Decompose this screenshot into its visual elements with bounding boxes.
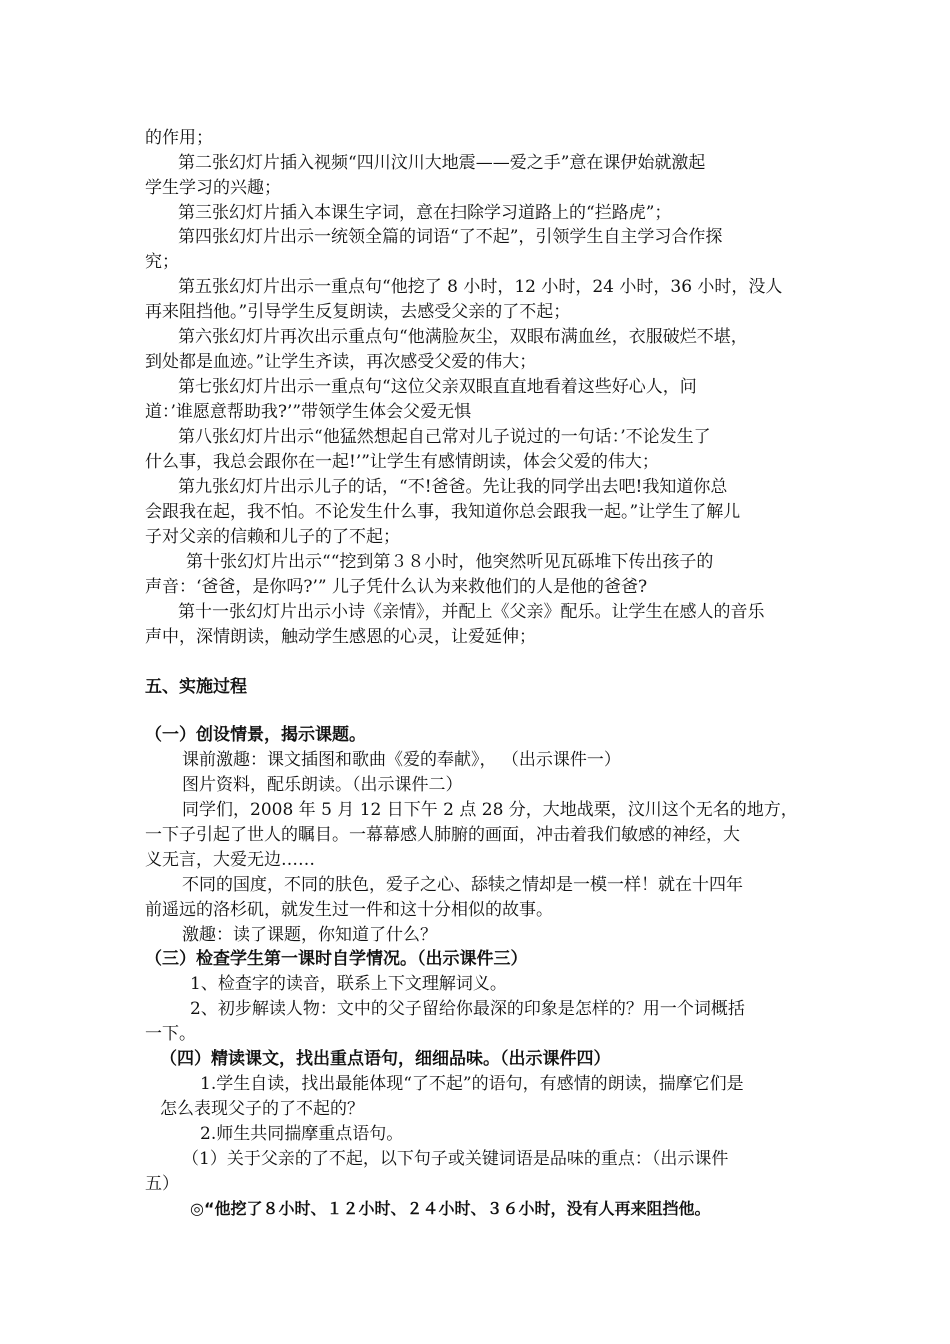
text-line: 1.学生自读，找出最能体现“了不起”的语句，有感情的朗读，揣摩它们是 bbox=[200, 1074, 744, 1094]
text-line: 一下子引起了世人的瞩目。一幕幕感人肺腑的画面，冲击着我们敏感的神经，大 bbox=[145, 825, 740, 845]
text-line: 怎么表现父子的了不起的？ bbox=[160, 1099, 364, 1119]
text-line: 究； bbox=[145, 252, 179, 272]
section-heading: 五、实施过程 bbox=[145, 677, 247, 697]
text-line: 第十一张幻灯片出示小诗《亲情》，并配上《父亲》配乐。让学生在感人的音乐 bbox=[178, 602, 765, 622]
text-line: 声音：‘爸爸，是你吗?’” 儿子凭什么认为来救他们的人是他的爸爸? bbox=[145, 577, 648, 597]
subsection-heading: （四）精读课文，找出重点语句，细细品味。（出示课件四） bbox=[160, 1049, 611, 1069]
text-line: 第三张幻灯片插入本课生字词，意在扫除学习道路上的“拦路虎”； bbox=[178, 203, 672, 223]
subsection-heading: （三）检查学生第一课时自学情况。（出示课件三） bbox=[145, 949, 528, 969]
text-line: 第九张幻灯片出示儿子的话，“不!爸爸。先让我的同学出去吧!我知道你总 bbox=[178, 477, 728, 497]
text-line: 第十张幻灯片出示““挖到第３８小时，他突然听见瓦砾堆下传出孩子的 bbox=[186, 552, 714, 572]
text-line: 2、初步解读人物：文中的父子留给你最深的印象是怎样的？用一个词概括 bbox=[190, 999, 745, 1019]
text-line: 第二张幻灯片插入视频“四川汶川大地震——爱之手”意在课伊始就激起 bbox=[178, 153, 706, 173]
text-line: 子对父亲的信赖和儿子的了不起； bbox=[145, 527, 400, 547]
text-line: 激趣：读了课题，你知道了什么？ bbox=[182, 925, 437, 945]
text-line: 的作用； bbox=[145, 128, 213, 148]
text-line: 道：’谁愿意帮助我?’”带领学生体会父爱无惧 bbox=[145, 402, 472, 422]
text-line: 第七张幻灯片出示一重点句“这位父亲双眼直直地看着这些好心人，问 bbox=[178, 377, 697, 397]
text-line: 课前激趣：课文插图和歌曲《爱的奉献》， （出示课件一） bbox=[182, 750, 621, 770]
text-line: 第五张幻灯片出示一重点句“他挖了 8 小时，12 小时，24 小时，36 小时，没人 bbox=[178, 277, 783, 297]
subsection-heading: （一）创设情景，揭示课题。 bbox=[145, 725, 366, 745]
text-line: 会跟我在起，我不怕。不论发生什么事，我知道你总会跟我一起。”让学生了解儿 bbox=[145, 502, 741, 522]
text-line: 第四张幻灯片出示一统领全篇的词语“了不起”，引领学生自主学习合作探 bbox=[178, 227, 723, 247]
text-line: （1）关于父亲的了不起，以下句子或关键词语是品味的重点：（出示课件 bbox=[182, 1149, 729, 1169]
text-line: 再来阻挡他。”引导学生反复朗读，去感受父亲的了不起； bbox=[145, 302, 571, 322]
text-line: 五） bbox=[145, 1174, 179, 1194]
text-line: 一下。 bbox=[145, 1024, 196, 1044]
text-line: 1、检查字的读音，联系上下文理解词义。 bbox=[190, 974, 507, 994]
text-line: 声中，深情朗读，触动学生感恩的心灵，让爱延伸； bbox=[145, 627, 536, 647]
text-line: 不同的国度，不同的肤色，爱子之心、舔犊之情却是一模一样！就在十四年 bbox=[182, 875, 743, 895]
text-line: 义无言，大爱无边…… bbox=[145, 850, 315, 870]
key-sentence: ◎“他挖了８小时、１２小时、２４小时、３６小时，没有人再来阻挡他。 bbox=[190, 1199, 711, 1218]
text-line: 2.师生共同揣摩重点语句。 bbox=[200, 1124, 404, 1144]
text-line: 学生学习的兴趣； bbox=[145, 178, 281, 198]
text-line: 图片资料，配乐朗读。（出示课件二） bbox=[182, 775, 463, 795]
text-line: 前遥远的洛杉矶，就发生过一件和这十分相似的故事。 bbox=[145, 900, 553, 920]
text-line: 到处都是血迹。”让学生齐读，再次感受父爱的伟大； bbox=[145, 352, 537, 372]
text-line: 第六张幻灯片再次出示重点句“他满脸灰尘，双眼布满血丝，衣服破烂不堪， bbox=[178, 327, 748, 347]
text-line: 什么事，我总会跟你在一起!’”让学生有感情朗读，体会父爱的伟大； bbox=[145, 452, 659, 472]
text-line: 同学们，2008 年 5 月 12 日下午 2 点 28 分，大地战栗，汶川这个无名的地方， bbox=[182, 800, 798, 820]
text-line: 第八张幻灯片出示“他猛然想起自己常对儿子说过的一句话：’不论发生了 bbox=[178, 427, 711, 447]
